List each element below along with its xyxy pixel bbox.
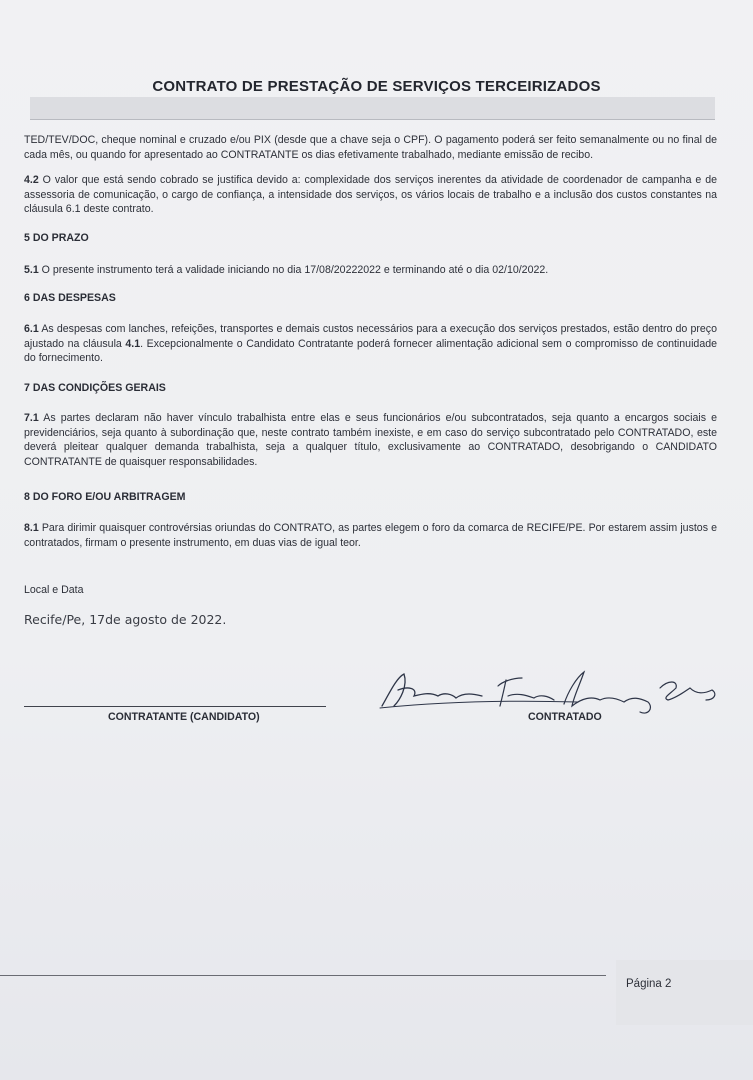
clause-text: . Excepcionalmente o Candidato Contratante poderá fornecer alimentação adicional sem o compromisso de continuidade do fornecimento. — [24, 337, 717, 365]
clause-6-1 — [24, 322, 717, 366]
clause-text: O valor que está sendo cobrado se justifica devido a: complexidade dos serviços inerentes da atividade de coordenador de campanha e de assessoria de comunicação, o cargo de confiança, a intensidade dos serviços, os vários locais de trabalho e a inclusão dos custos constantes na cláusula 6.1 deste contrato. — [24, 174, 717, 216]
clause-number: 8.1 — [24, 522, 39, 534]
clause-text: Para dirimir quaisquer controvérsias oriundas do CONTRATO, as partes elegem o foro da comarca de RECIFE/PE. Por estarem assim justos e contratados, firmam o presente instrumento, em duas vias de igual teor. — [24, 522, 717, 549]
contratante-signature-line — [24, 706, 326, 707]
clause-5-1 — [24, 263, 717, 278]
contratante-label: CONTRATANTE (CANDIDATO) — [108, 711, 260, 723]
footer-divider — [0, 975, 606, 976]
signature-text: Raimundo Fabio Lourenço Santos — [378, 720, 394, 721]
clause-number: 5.1 — [24, 264, 39, 276]
clause-number: 4.2 — [24, 174, 39, 186]
section-heading-5: 5 DO PRAZO — [24, 232, 89, 244]
section-heading-7: 7 DAS CONDIÇÕES GERAIS — [24, 382, 166, 394]
clause-text: As despesas com lanches, refeições, transportes e demais custos necessários para a execução dos serviços prestados, estão dentro do preço ajustado na cláusula — [24, 323, 717, 350]
clause-8-1 — [24, 521, 717, 550]
section-heading-8: 8 DO FORO E/OU ARBITRAGEM — [24, 491, 186, 503]
clause-number: 7.1 — [24, 412, 39, 424]
document-title: CONTRATO DE PRESTAÇÃO DE SERVIÇOS TERCEIRIZADOS — [152, 78, 601, 95]
page-number-box — [616, 960, 753, 1025]
date-line: Recife/Pe, 17de agosto de 2022. — [24, 612, 227, 627]
clause-reference: 4.1 — [125, 337, 141, 350]
clause-text: O presente instrumento terá a validade iniciando no dia 17/08/20222022 e terminando até o dia 02/10/2022. — [38, 264, 549, 276]
clause-text: As partes declaram não haver vínculo trabalhista entre elas e seus funcionários e/ou subcontratados, seja quanto a encargos sociais e previdenciários, seja quanto à subordinação que, neste contrato também inexiste, e em caso do serviço subcontratado pelo CONTRATADO, este deverá pleitear qualquer demanda trabalhista, seja a qualquer título, exclusivamente ao CONTRATADO, desobrigando o CANDIDATO CONTRATANTE de quaisquer responsabilidades. — [24, 412, 717, 468]
clause-4-2 — [24, 173, 717, 217]
page-number: Página 2 — [626, 978, 672, 990]
title-band — [30, 97, 715, 120]
local-date-label: Local e Data — [24, 584, 84, 596]
clause-7-1 — [24, 411, 717, 469]
contratado-label: CONTRATADO — [528, 711, 602, 723]
section-heading-6: 6 DAS DESPESAS — [24, 292, 116, 304]
intro-paragraph: TED/TEV/DOC, cheque nominal e cruzado e/ou PIX (desde que a chave seja o CPF). O pagamento poderá ser feito semanalmente ou no final de cada mês, ou quando for apresentado ao CONTRATANTE os dias efetivamente trabalhado, mediante emissão de recibo. — [24, 134, 717, 161]
clause-number: 6.1 — [24, 323, 39, 335]
